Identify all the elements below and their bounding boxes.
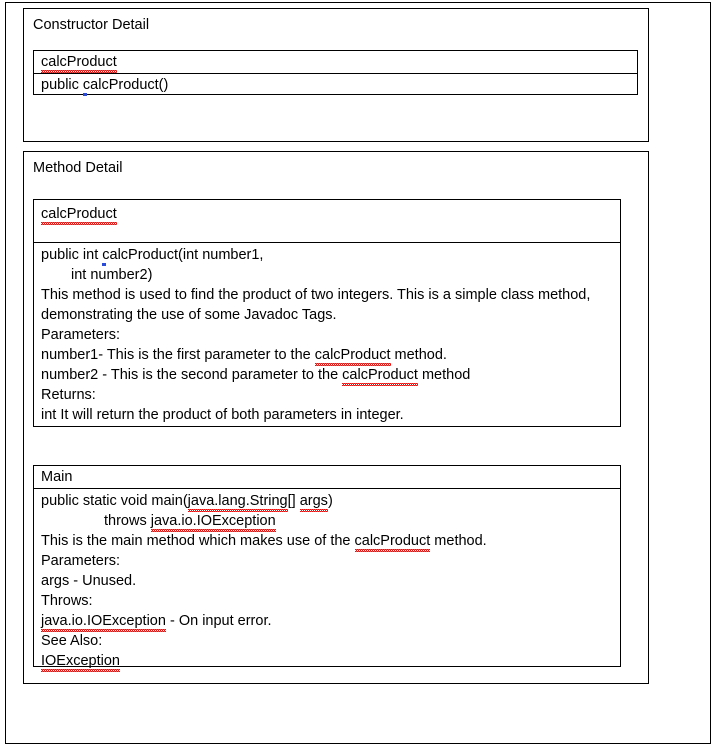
method-main-table (33, 465, 621, 667)
param2-method-ref: calcProduct (342, 367, 418, 383)
signature-modifier-return: public int (41, 247, 103, 263)
method-calcproduct-table (33, 199, 621, 427)
constructor-signature-row (34, 73, 637, 95)
main-signature-array-brackets: [] (287, 493, 300, 509)
page-frame (5, 2, 711, 744)
method-calcproduct-description-line1: This method is used to find the product of two integers. This is a simple class method, (41, 287, 591, 303)
method-calcproduct-param1 (41, 345, 620, 365)
method-main-signature-line1 (41, 491, 620, 511)
main-description-suffix: method. (430, 533, 487, 549)
method-calcproduct-body-row (34, 242, 620, 429)
method-calcproduct-parameters-label: Parameters: (41, 327, 120, 343)
method-calcproduct-name-cell (41, 204, 620, 224)
main-throws-type: java.io.IOException (150, 513, 276, 529)
method-calcproduct-name-text: calcProduct (41, 206, 117, 222)
method-calcproduct-signature-line1 (41, 245, 620, 265)
constructor-detail-table (33, 50, 638, 95)
method-main-see-also-label: See Also: (41, 633, 103, 649)
method-calcproduct-description-line2: demonstrating the use of some Javadoc Tags. (41, 307, 337, 323)
main-signature-prefix: public static void main( (41, 493, 188, 509)
method-main-description (41, 531, 620, 551)
method-main-name-text: Main (41, 469, 73, 485)
main-signature-close-paren: ) (327, 493, 333, 509)
param1-suffix-text: method. (390, 347, 447, 363)
main-throws-description: - On input error. (165, 613, 272, 629)
method-calcproduct-signature-line2: int number2) (71, 267, 153, 283)
see-also-ioexception-text: IOException (41, 653, 120, 669)
method-main-param1: args - Unused. (41, 573, 137, 589)
main-signature-arg-name: args (299, 493, 328, 509)
param2-prefix-text: number2 - This is the second parameter to the (41, 367, 343, 383)
param2-suffix-text: method (417, 367, 471, 383)
signature-method-name: calcProduct (102, 247, 179, 263)
method-calcproduct-returns-label: Returns: (41, 387, 96, 403)
constructor-name-row (34, 51, 637, 73)
method-main-throws-label: Throws: (41, 593, 93, 609)
method-main-name-row (34, 466, 620, 488)
signature-first-param: (int number1, (178, 247, 264, 263)
method-main-see-also-link[interactable] (41, 651, 620, 671)
main-signature-arg-type: java.lang.String (187, 493, 288, 509)
method-main-signature-line2 (41, 511, 620, 531)
method-detail-section (23, 151, 649, 684)
method-main-body-row (34, 488, 620, 675)
constructor-signature-text: calcProduct() (82, 77, 169, 93)
method-calcproduct-param2 (41, 365, 620, 385)
method-main-parameters-label: Parameters: (41, 553, 120, 569)
constructor-name-cell (41, 51, 637, 72)
param1-method-ref: calcProduct (314, 347, 391, 363)
main-throws-keyword: throws (104, 513, 151, 529)
constructor-detail-heading: Constructor Detail (33, 17, 150, 33)
method-calcproduct-name-row (34, 200, 620, 242)
constructor-signature-cell: public calcProduct() (41, 77, 169, 93)
main-description-method-ref: calcProduct (354, 533, 431, 549)
param1-prefix-text: number1- This is the first parameter to the (41, 347, 315, 363)
method-main-throws-entry (41, 611, 620, 631)
main-description-prefix: This is the main method which makes use of the (41, 533, 355, 549)
method-calcproduct-returns-text: int It will return the product of both parameters in integer. (41, 407, 404, 423)
constructor-name-text: calcProduct (41, 54, 117, 70)
main-throws-exception-type: java.io.IOException (41, 613, 166, 629)
constructor-detail-section (23, 8, 649, 142)
method-detail-heading: Method Detail (33, 160, 123, 176)
